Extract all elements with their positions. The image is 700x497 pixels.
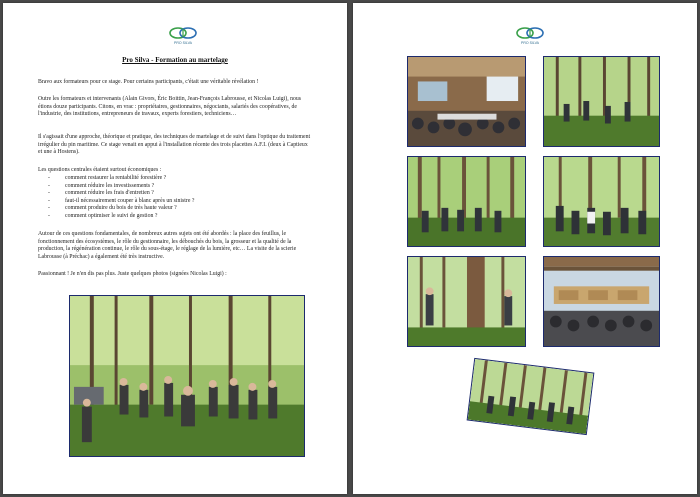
- photo-trunk-inspection: [407, 256, 526, 347]
- paragraph-conclusion: Passionnant ! Je n'en dis pas plus. Juste quelques photos (signées Nicolas Luigi) :: [38, 271, 227, 277]
- document-title: Pro Silva - Formation au martelage: [122, 56, 228, 64]
- paragraph-participants: Outre les formateurs et intervenants (Alain Givors, Éric Boittin, Jean-François Labrousse, et Nicolas Luigi), nous étions douze participants. Citons, en vrac : propriétaires, gestionnaires, négociants, salariés des coopératives, de l'industrie, des institutions, entrepreneurs de travaux, experts forestiers, techniciens…: [38, 96, 302, 118]
- photo-group-discussion: [543, 156, 660, 247]
- paragraph-intro: Bravo aux formateurs pour ce stage. Pour certains participants, c'était une véritable révélation !: [38, 79, 259, 85]
- trunk-inspection-image: [408, 257, 525, 346]
- forest-group-image: [70, 296, 304, 456]
- photo-classroom: [407, 56, 526, 147]
- questions-list: [45, 175, 313, 221]
- photo-sawmill: [543, 256, 660, 347]
- list-item: - comment produire du bois de très haute valeur ?: [45, 205, 313, 213]
- document-page-left: [3, 3, 347, 494]
- classroom-image: [408, 57, 525, 146]
- list-item: - comment réduire les investissements ?: [45, 183, 313, 191]
- pro-silva-logo: PRO SILVA: [168, 25, 198, 45]
- document-page-right: [353, 3, 697, 494]
- group-trees-image: [408, 157, 525, 246]
- group-discussion-image: [544, 157, 659, 246]
- list-item: - comment optimiser le suivi de gestion ?: [45, 213, 313, 221]
- photo-rotated-forest: [467, 358, 595, 435]
- photo-forest-group: [69, 295, 305, 457]
- list-item: - comment réduire les frais d'entretien ?: [45, 190, 313, 198]
- rotated-forest-image: [468, 359, 594, 434]
- sawmill-image: [544, 257, 659, 346]
- pro-silva-logo: PRO SILVA: [515, 25, 545, 45]
- photo-forest-walk: [543, 56, 660, 147]
- paragraph-questions-intro: Les questions centrales étaient surtout économiques :: [38, 167, 162, 173]
- list-item: - comment restaurer la rentabilité forestière ?: [45, 175, 313, 183]
- list-item: - faut-il nécessairement couper à blanc après un sinistre ?: [45, 198, 313, 206]
- forest-walk-image: [544, 57, 659, 146]
- photo-group-trees: [407, 156, 526, 247]
- paragraph-approach: Il s'agissait d'une approche, théorique et pratique, des techniques de martelage et de suivi dans l'optique du traitement irrégulier du pin maritime. Ce stage venait en appui à l'installation récente des trois placettes A.F.I. (deux à Captieux et une à Hostens).: [38, 134, 311, 156]
- paragraph-topics: Autour de ces questions fondamentales, de nombreux autres sujets ont été abordés : la place des feuillus, le fonctionnement des écosystèmes, le rôle du gestionnaire, les débouchés du bois, la grosseur et la qualité de la production, la régénération continue, le rôle du sous-étage, le réglage de la lumière, etc… La visite de la scierie Labrousse (à Préchac) a également été très instructive.: [38, 231, 297, 260]
